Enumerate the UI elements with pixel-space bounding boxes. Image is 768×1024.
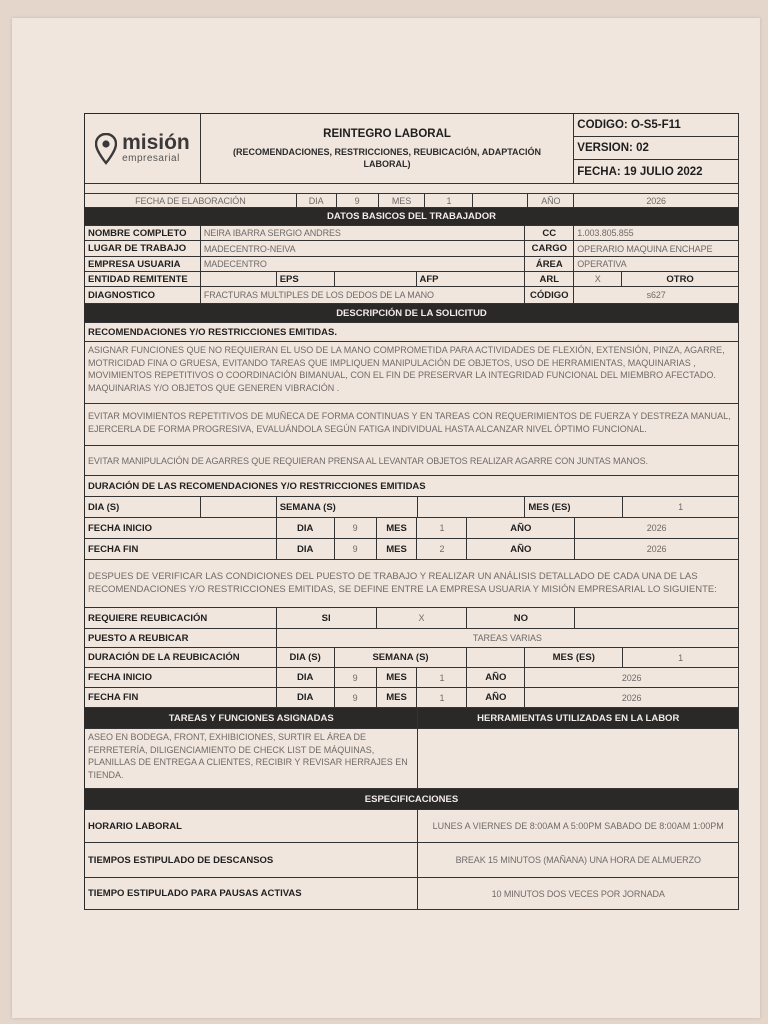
fin-dia-value: 9 <box>335 688 377 708</box>
fin-mes-value: 2 <box>417 539 467 560</box>
blank-cell <box>418 497 526 518</box>
codigo-value: s627 <box>574 287 739 304</box>
inicio-mes-value: 1 <box>417 668 467 688</box>
blank-cell <box>201 272 277 287</box>
dia-label: DIA <box>297 194 337 208</box>
duracion-recomendaciones-label: DURACIÓN DE LAS RECOMENDACIONES Y/O RESTRICCIONES EMITIDAS <box>85 476 739 497</box>
no-label: NO <box>467 608 575 629</box>
recomendaciones-label: RECOMENDACIONES Y/O RESTRICCIONES EMITIDAS. <box>85 323 739 342</box>
recomendacion-2: EVITAR MOVIMIENTOS REPETITIVOS DE MUÑECA DE FORMA CONTINUAS Y EN TAREAS CON REQUERIMIENTOS DE FUERZA Y DESTREZA MANUAL, EJERCERLA DE FORMA PROGRESIVA, EVALUÁNDOLA SEGÚN FATIGA INDIVIDUAL HASTA ALCANZAR NIVEL ÓPTIMO FUNCIONAL. <box>85 404 739 446</box>
empresa-label: EMPRESA USUARIA <box>85 257 201 272</box>
header-title-block <box>201 114 574 184</box>
tareas-header: TAREAS Y FUNCIONES ASIGNADAS <box>85 708 418 729</box>
semana-label: SEMANA (S) <box>335 648 468 668</box>
puesto-value: TAREAS VARIAS <box>277 629 739 648</box>
area-label: ÁREA <box>525 257 574 272</box>
blank-cell <box>201 497 277 518</box>
page-title: REINTEGRO LABORAL <box>323 127 451 140</box>
afp-label: AFP <box>417 272 526 287</box>
eps-label: EPS <box>277 272 335 287</box>
dia-label: DIA <box>277 668 335 688</box>
cargo-value: OPERARIO MAQUINA ENCHAPE <box>574 241 739 257</box>
diagnostico-label: DIAGNOSTICO <box>85 287 201 304</box>
dia-value: 9 <box>337 194 379 208</box>
map-pin-icon <box>95 133 117 165</box>
duracion-reubicacion-label: DURACIÓN DE LA REUBICACIÓN <box>85 648 277 668</box>
horario-value: LUNES A VIERNES DE 8:00AM A 5:00PM SABADO DE 8:00AM 1:00PM <box>418 810 739 843</box>
herramientas-header: HERRAMIENTAS UTILIZADAS EN LA LABOR <box>418 708 739 729</box>
codigo-label: CODIGO: O-S5-F11 <box>574 114 739 137</box>
cc-value: 1.003.805.855 <box>574 226 739 241</box>
dias-label: DIA (S) <box>277 648 335 668</box>
datos-basicos-header: DATOS BASICOS DEL TRABAJADOR <box>85 208 739 226</box>
anio-value: 2026 <box>574 194 739 208</box>
mes-label: MES <box>379 194 426 208</box>
cargo-label: CARGO <box>525 241 574 257</box>
blank-cell <box>335 272 417 287</box>
arl-mark: X <box>574 272 622 287</box>
fin-anio-value: 2026 <box>525 688 739 708</box>
meses-value: 1 <box>623 648 739 668</box>
horario-label: HORARIO LABORAL <box>85 810 418 843</box>
empresa-value: MADECENTRO <box>201 257 526 272</box>
verificacion-text: DESPUES DE VERIFICAR LAS CONDICIONES DEL PUESTO DE TRABAJO Y REALIZAR UN ANÁLISIS DETALLADO DE CADA UNA DE LAS RECOMENDACIONES Y/O RESTRICCIONES EMITIDAS, SE DEFINE ENTRE LA EMPRESA USUARIA Y MISIÓN EMPRESARIAL LO SIGUIENTE: <box>85 560 739 608</box>
blank-cell <box>575 608 739 629</box>
fecha-fin-label: FECHA FIN <box>85 539 277 560</box>
inicio-mes-value: 1 <box>417 518 467 539</box>
nombre-label: NOMBRE COMPLETO <box>85 226 201 241</box>
anio-label: AÑO <box>467 518 575 539</box>
dia-label: DIA <box>277 688 335 708</box>
version-label: VERSION: 02 <box>574 137 739 160</box>
recomendacion-3: EVITAR MANIPULACIÓN DE AGARRES QUE REQUIERAN PRENSA AL LEVANTAR OBJETOS REALIZAR AGARRE CON JUNTAS MANOS. <box>85 446 739 476</box>
fin-mes-value: 1 <box>417 688 467 708</box>
inicio-anio-value: 2026 <box>575 518 739 539</box>
fecha-label: FECHA: 19 JULIO 2022 <box>574 160 739 184</box>
cc-label: CC <box>525 226 574 241</box>
descripcion-header: DESCRIPCIÓN DE LA SOLICITUD <box>85 304 739 323</box>
codigo-label: CÓDIGO <box>525 287 574 304</box>
anio-label: AÑO <box>467 539 575 560</box>
otro-label: OTRO <box>622 272 739 287</box>
especificaciones-header: ESPECIFICACIONES <box>85 789 739 810</box>
dia-label: DIA <box>277 518 335 539</box>
arl-label: ARL <box>525 272 574 287</box>
mes-value: 1 <box>425 194 473 208</box>
mes-label: MES <box>377 668 418 688</box>
logo-text: misión <box>122 131 190 154</box>
meses-label: MES (ES) <box>525 648 623 668</box>
blank-cell <box>473 194 528 208</box>
mes-label: MES <box>377 688 418 708</box>
lugar-value: MADECENTRO-NEIVA <box>201 241 526 257</box>
requiere-reubicacion-label: REQUIERE REUBICACIÓN <box>85 608 277 629</box>
logo-subtext: empresarial <box>122 153 180 164</box>
dias-label: DIA (S) <box>85 497 201 518</box>
meses-label: MES (ES) <box>525 497 623 518</box>
page-subtitle: (RECOMENDACIONES, RESTRICCIONES, REUBICACIÓN, ADAPTACIÓN LABORAL) <box>233 146 542 169</box>
recomendacion-1: ASIGNAR FUNCIONES QUE NO REQUIERAN EL USO DE LA MANO COMPROMETIDA PARA ACTIVIDADES DE FLEXIÓN, EXTENSIÓN, PINZA, AGARRE, MOTRICIDAD FINA O GRUESA, EVITANDO TAREAS QUE IMPLIQUEN MANIPULACIÓN DE OBJETOS, USO DE HERRAMIENTAS, MAQUINARIAS , MOVIMIENTOS REPETITIVOS O COORDINACIÓN BIMANUAL, CON EL FIN DE PRESERVAR LA INTEGRIDAD FUNCIONAL DEL MIEMBRO AFECTADO. MAQUINARIAS Y/O OBJETOS QUE GENEREN VIBRACIÓN . <box>85 342 739 404</box>
entidad-label: ENTIDAD REMITENTE <box>85 272 201 287</box>
herramientas-value <box>418 729 739 789</box>
descansos-value: BREAK 15 MINUTOS (MAÑANA) UNA HORA DE ALMUERZO <box>418 843 739 878</box>
fecha-inicio-label: FECHA INICIO <box>85 518 277 539</box>
mes-label: MES <box>377 539 418 560</box>
anio-label: AÑO <box>528 194 574 208</box>
pausas-label: TIEMPO ESTIPULADO PARA PAUSAS ACTIVAS <box>85 878 418 910</box>
anio-label: AÑO <box>467 668 525 688</box>
si-label: SI <box>277 608 377 629</box>
pausas-value: 10 MINUTOS DOS VECES POR JORNADA <box>418 878 739 910</box>
nombre-value: NEIRA IBARRA SERGIO ANDRES <box>201 226 526 241</box>
anio-label: AÑO <box>467 688 525 708</box>
semana-label: SEMANA (S) <box>277 497 418 518</box>
mes-label: MES <box>377 518 418 539</box>
inicio-dia-value: 9 <box>335 668 377 688</box>
fin-anio-value: 2026 <box>575 539 739 560</box>
dia-label: DIA <box>277 539 335 560</box>
lugar-label: LUGAR DE TRABAJO <box>85 241 201 257</box>
meses-value: 1 <box>623 497 739 518</box>
puesto-label: PUESTO A REUBICAR <box>85 629 277 648</box>
fecha-elaboracion-label: FECHA DE ELABORACIÓN <box>85 194 297 208</box>
fecha-inicio-label: FECHA INICIO <box>85 668 277 688</box>
inicio-anio-value: 2026 <box>525 668 739 688</box>
tareas-text: ASEO EN BODEGA, FRONT, EXHIBICIONES, SURTIR EL ÁREA DE FERRETERÍA, DILIGENCIAMIENTO DE CHECK LIST DE MÁQUINAS, PLANILLAS DE ENTREGA A CLIENTES, RECIBIR Y REVISAR HERRAJES EN TIENDA. <box>85 729 418 789</box>
spacer-row <box>85 184 739 194</box>
inicio-dia-value: 9 <box>335 518 377 539</box>
si-mark: X <box>377 608 468 629</box>
diagnostico-value: FRACTURAS MULTIPLES DE LOS DEDOS DE LA MANO <box>201 287 526 304</box>
logo <box>85 114 201 184</box>
form-reintegro-laboral <box>84 113 739 910</box>
blank-cell <box>467 648 525 668</box>
fin-dia-value: 9 <box>335 539 377 560</box>
area-value: OPERATIVA <box>574 257 739 272</box>
header-codes <box>574 114 739 184</box>
fecha-fin-label: FECHA FIN <box>85 688 277 708</box>
descansos-label: TIEMPOS ESTIPULADO DE DESCANSOS <box>85 843 418 878</box>
